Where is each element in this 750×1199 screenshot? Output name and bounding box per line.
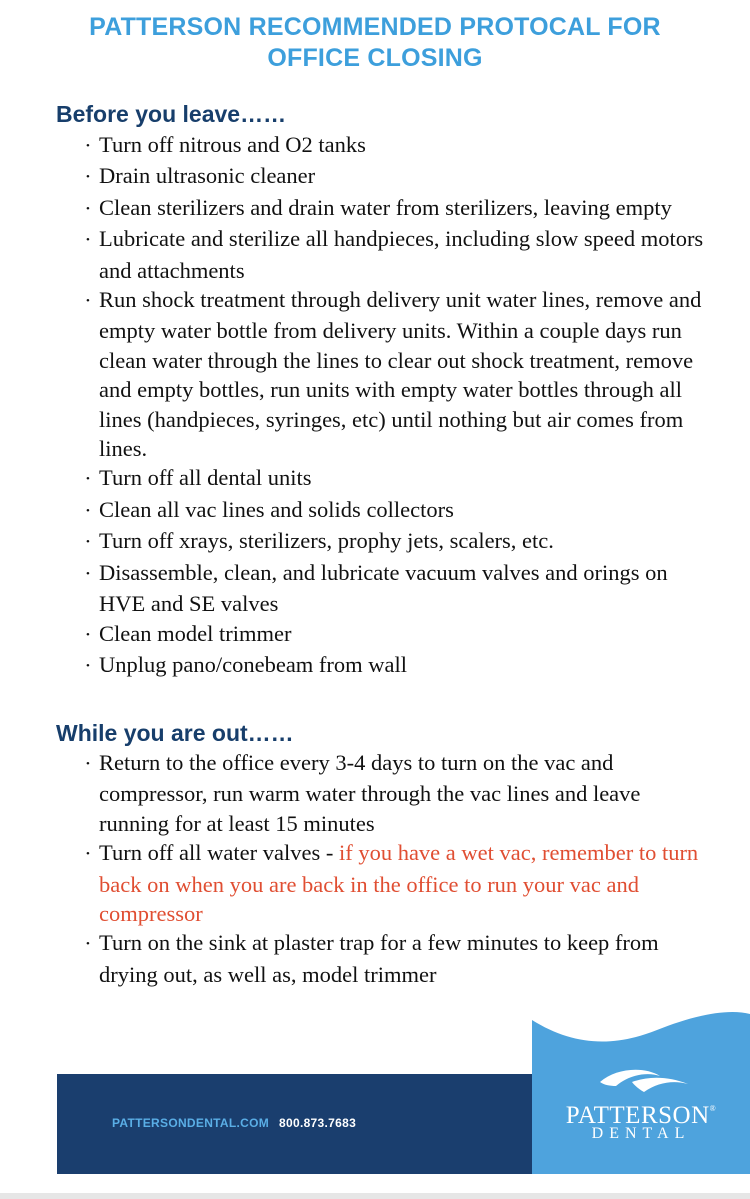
- list-item: • Run shock treatment through delivery unit water lines, remove and empty water bottle from delivery units. Within a couple days run clean water through the lines to clear out shock treatment, remove and empty bottles, run units with empty water bottles through all lines (handpieces, syringes, etc) until nothing but air comes from lines.: [76, 285, 716, 463]
- list-item: • Drain ultrasonic cleaner: [76, 161, 716, 192]
- before-you-leave-list: [76, 130, 716, 681]
- title-line-1: PATTERSON RECOMMENDED PROTOCAL FOR: [89, 13, 661, 41]
- logo-subtitle: DENTAL: [591, 1125, 691, 1142]
- registered-mark: ®: [709, 1104, 717, 1113]
- list-item: • Unplug pano/conebeam from wall: [76, 650, 716, 681]
- list-item: • Turn off xrays, sterilizers, prophy jets, scalers, etc.: [76, 526, 716, 557]
- list-item: • Lubricate and sterilize all handpieces, including slow speed motors and attachments: [76, 224, 716, 285]
- footer-contact: [112, 1116, 356, 1130]
- logo-name-text: PATTERSON: [565, 1102, 710, 1129]
- bottom-divider: [0, 1193, 750, 1199]
- list-item: • Disassemble, clean, and lubricate vacuum valves and orings on HVE and SE valves: [76, 558, 716, 619]
- list-item: • Clean sterilizers and drain water from sterilizers, leaving empty: [76, 193, 716, 224]
- list-item: • Return to the office every 3-4 days to turn on the vac and compressor, run warm water through the vac lines and leave running for at least 15 minutes: [76, 748, 716, 838]
- before-you-leave-heading: Before you leave……: [56, 101, 287, 127]
- list-item: • Turn on the sink at plaster trap for a few minutes to keep from drying out, as well as, model trimmer: [76, 928, 716, 989]
- while-you-are-out-heading: While you are out……: [56, 720, 294, 746]
- list-item: • Clean model trimmer: [76, 619, 716, 650]
- title-line-2: OFFICE CLOSING: [267, 44, 483, 72]
- while-you-are-out-list: [76, 748, 716, 989]
- patterson-logo-icon: [594, 1062, 694, 1096]
- list-item: • Turn off all dental units: [76, 463, 716, 494]
- phone-number: 800.873.7683: [279, 1116, 357, 1130]
- page-title: [0, 12, 750, 74]
- website-link[interactable]: PATTERSONDENTAL.COM: [112, 1116, 270, 1130]
- list-item: • Turn off nitrous and O2 tanks: [76, 130, 716, 161]
- list-item: [76, 838, 716, 928]
- list-item: • Clean all vac lines and solids collectors: [76, 495, 716, 526]
- wet-vac-warning: if you have a wet vac, remember to turn back on when you are back in the office to run your vac and compressor: [99, 840, 699, 927]
- list-item-text: Turn off all water valves -: [99, 840, 339, 866]
